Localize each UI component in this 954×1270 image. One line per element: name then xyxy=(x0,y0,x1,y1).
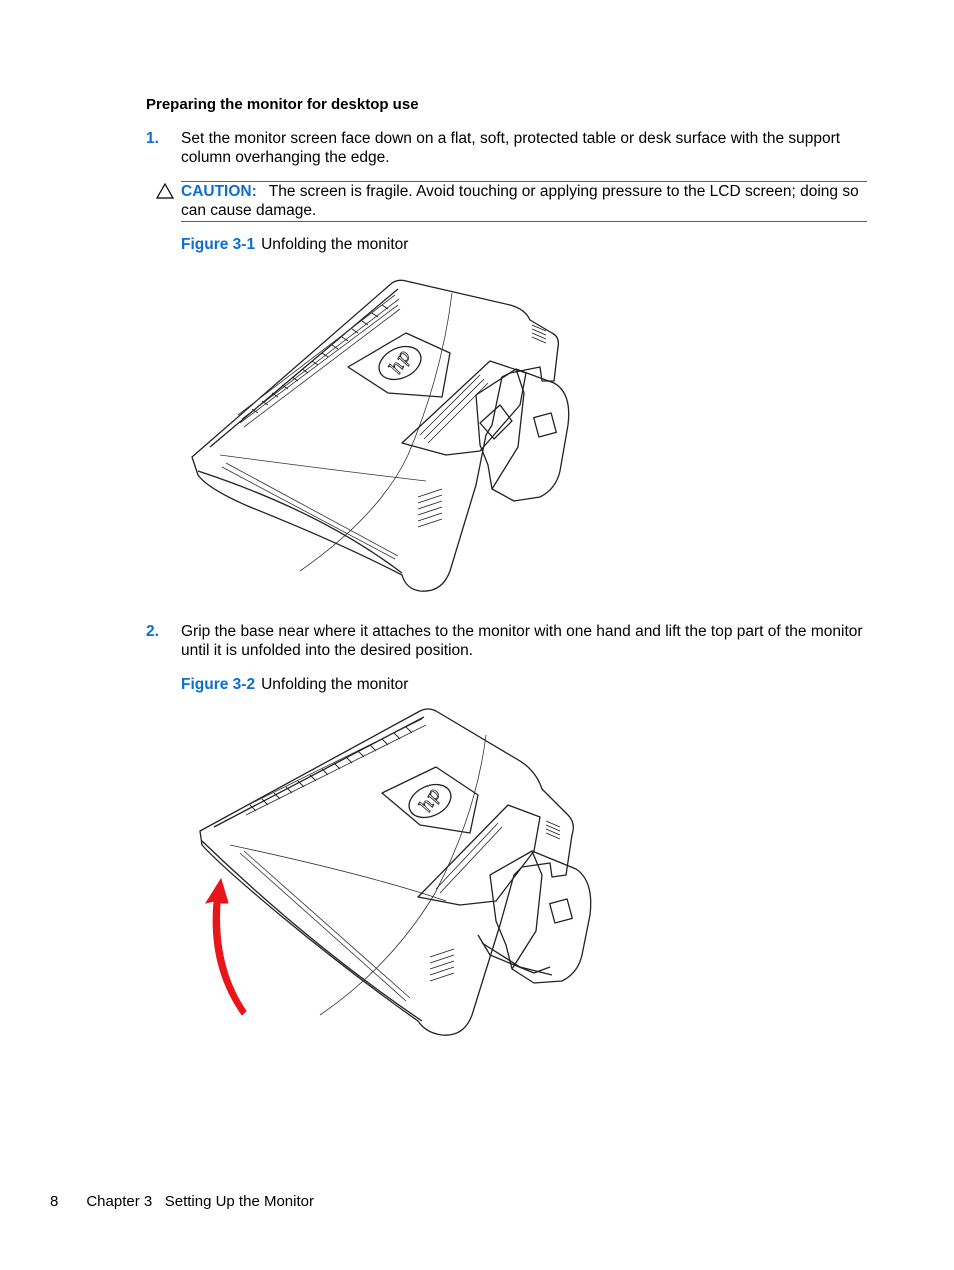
step-2-number: 2. xyxy=(146,623,159,640)
section-heading: Preparing the monitor for desktop use xyxy=(146,96,419,113)
step-2-text: Grip the base near where it attaches to the monitor with one hand and lift the top part of the monitor until it is unfolded into the desired position. xyxy=(181,623,863,659)
caution-triangle-icon xyxy=(156,183,174,199)
step-1-number: 1. xyxy=(146,130,159,147)
figure-1-title: Unfolding the monitor xyxy=(261,236,409,253)
lift-arrow-icon xyxy=(206,879,246,1015)
svg-text:hp: hp xyxy=(385,347,415,378)
caution-text: The screen is fragile. Avoid touching or applying pressure to the LCD screen; doing so can cause damage. xyxy=(181,183,859,219)
chapter-title: Chapter 3 Setting Up the Monitor xyxy=(86,1193,314,1210)
caution-rule-bottom xyxy=(181,221,867,222)
figure-2-label: Figure 3-2 xyxy=(181,676,256,693)
figure-2-monitor-illustration xyxy=(190,705,600,1045)
figure-2-caption xyxy=(181,675,408,694)
caution-body xyxy=(181,182,871,220)
figure-1-label: Figure 3-1 xyxy=(181,236,256,253)
caution-note xyxy=(156,181,867,221)
page-footer xyxy=(50,1192,314,1211)
step-1-text: Set the monitor screen face down on a flat, soft, protected table or desk surface with the support column overhanging the edge. xyxy=(181,130,841,166)
figure-1-caption xyxy=(181,235,408,254)
figure-2-title: Unfolding the monitor xyxy=(261,676,409,693)
figure-1-monitor-illustration xyxy=(180,275,580,600)
svg-text:hp: hp xyxy=(415,785,445,816)
caution-label: CAUTION: xyxy=(181,183,257,200)
page-number: 8 xyxy=(50,1193,59,1210)
